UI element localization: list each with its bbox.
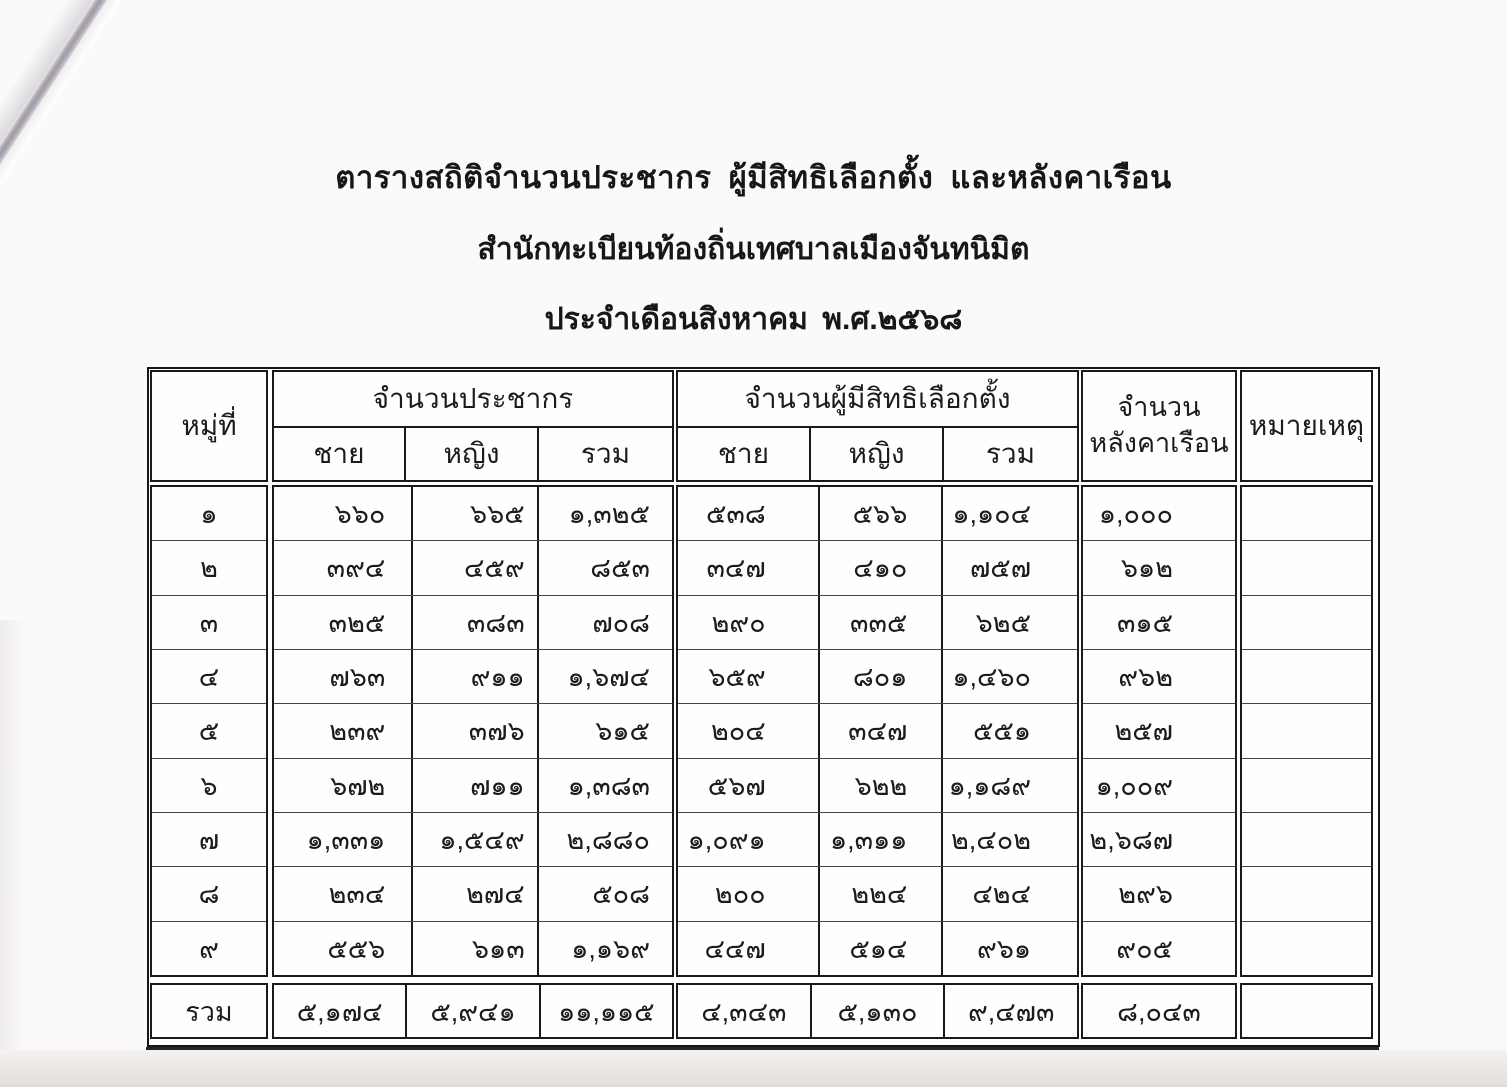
pop-male-cell: ๑,๓๓๑ [306,825,386,856]
households-cell: ๒๙๖ [1118,879,1173,910]
document-subtitle-month: ประจำเดือนสิงหาคม พ.ศ.๒๕๖๘ [544,303,963,336]
table-row [152,540,266,594]
table-row [1083,487,1235,540]
table-row [1083,866,1235,920]
total-pop-total: ๑๑,๑๑๕ [539,985,672,1037]
table-row [152,866,266,920]
table-row [1083,649,1235,703]
pop-male-cell: ๗๖๓ [329,662,386,693]
table-row [1083,703,1235,757]
header-households [1081,370,1237,482]
header-population-group [272,370,674,482]
pop-total-cell: ๘๕๓ [537,541,672,594]
header-vot-female: หญิง [809,428,942,480]
vot-female-cell: ๕๑๔ [818,922,942,975]
table-row [152,703,266,757]
vot-female-cell: ๓๓๕ [818,596,942,649]
pop-male-cell: ๒๓๔ [328,879,386,910]
vot-total-cell: ๑,๑๐๔ [941,487,1077,540]
total-vot-total: ๙,๔๗๓ [943,985,1077,1037]
vot-male-cell: ๕๖๗ [707,770,766,801]
remarks-cell [1242,650,1371,703]
remarks-cell [1242,487,1371,540]
remarks-cell [1242,541,1371,594]
table-row [678,921,1077,975]
total-pop-male: ๕,๑๗๔ [296,996,383,1027]
table-row [274,812,672,866]
vot-male-cell: ๓๔๗ [706,553,766,584]
table-row [152,921,266,975]
pop-male-cell: ๖๗๒ [330,770,386,801]
table-row [152,595,266,649]
vot-total-cell: ๑,๔๖๐ [941,650,1077,703]
pop-male-cell: ๓๒๕ [328,607,386,638]
table-row [274,866,672,920]
body-voters-group [676,485,1079,977]
vot-total-cell: ๙๖๑ [941,922,1077,975]
total-voters-box [676,983,1079,1039]
households-cell: ๙๐๕ [1116,933,1173,964]
remarks-cell [1242,813,1371,866]
vot-female-cell: ๖๒๒ [818,759,942,812]
table-row [1242,487,1371,540]
scan-bottom-shade [0,1050,1507,1087]
total-vot-male: ๔,๓๔๓ [701,996,787,1027]
document-subtitle-office: สำนักทะเบียนท้องถิ่นเทศบาลเมืองจันทนิมิต [477,233,1030,266]
vot-female-cell: ๑,๓๑๑ [818,813,942,866]
header-village: หมู่ที่ [150,370,268,482]
body-village-column [150,485,268,977]
vot-total-cell: ๒,๔๐๒ [941,813,1077,866]
village-cell: ๔ [198,662,220,693]
header-voters-group [676,370,1079,482]
table-row [1083,812,1235,866]
households-cell: ๑,๐๐๙ [1095,770,1173,801]
pop-total-cell: ๑,๖๗๔ [537,650,672,703]
households-cell: ๙๖๒ [1118,662,1173,693]
total-households: ๘,๐๔๓ [1117,996,1201,1027]
pop-total-cell: ๒,๘๘๐ [537,813,672,866]
table-row [1083,540,1235,594]
remarks-cell [1242,596,1371,649]
vot-female-cell: ๒๒๔ [818,867,942,920]
vot-male-cell: ๖๕๙ [708,662,766,693]
header-voters-subrow [678,428,1077,480]
households-cell: ๑,๐๐๐ [1098,499,1173,530]
header-population-subrow [274,428,672,480]
pop-female-cell: ๔๕๙ [411,541,536,594]
remarks-cell [1242,759,1371,812]
header-households-line2: หลังคาเรือน [1089,428,1229,458]
table-row [678,649,1077,703]
document-title: ตารางสถิติจำนวนประชากร ผู้มีสิทธิเลือกตั้ง และหลังคาเรือน [335,160,1172,195]
pop-total-cell: ๕๐๘ [537,867,672,920]
pop-total-cell: ๗๐๘ [537,596,672,649]
table-row [152,649,266,703]
pop-total-cell: ๑,๓๒๕ [537,487,672,540]
total-remarks-box [1240,983,1373,1039]
table-row [1242,812,1371,866]
households-cell: ๒,๖๘๗ [1089,825,1173,856]
pop-male-cell: ๒๓๙ [329,716,386,747]
table-row [678,487,1077,540]
village-cell: ๗ [198,825,220,856]
pop-female-cell: ๙๑๑ [411,650,536,703]
vot-male-cell: ๒๐๐ [714,879,766,910]
table-row [274,758,672,812]
village-cell: ๙ [199,933,219,964]
table-row [152,758,266,812]
total-label: รวม [185,996,233,1027]
table-row [152,812,266,866]
table-row [1242,595,1371,649]
total-households-box [1081,983,1237,1039]
table-row [1083,921,1235,975]
vot-male-cell: ๕๓๘ [705,499,766,530]
table-row [1242,758,1371,812]
vot-total-cell: ๑,๑๘๙ [941,759,1077,812]
statistics-table [147,367,1380,1047]
village-cell: ๕ [198,716,220,747]
table-row [1242,649,1371,703]
scan-edge-shade [0,620,26,1050]
pop-female-cell: ๗๑๑ [411,759,536,812]
vot-total-cell: ๕๕๑ [941,704,1077,757]
vot-total-cell: ๗๕๗ [941,541,1077,594]
header-population-label: จำนวนประชากร [274,372,672,428]
remarks-cell [1242,922,1371,975]
table-row [678,812,1077,866]
table-row [274,649,672,703]
pop-total-cell: ๑,๑๖๙ [537,922,672,975]
header-pop-male: ชาย [313,438,365,469]
village-cell: ๒ [200,553,218,584]
pop-total-cell: ๑,๓๘๓ [537,759,672,812]
table-row [274,703,672,757]
vot-female-cell: ๓๔๗ [818,704,942,757]
households-cell: ๓๑๕ [1116,607,1173,638]
table-row [1083,758,1235,812]
remarks-cell [1242,704,1371,757]
document-titles [0,152,1507,343]
table-row [274,540,672,594]
pop-total-cell: ๖๑๕ [537,704,672,757]
header-households-line1: จำนวน [1117,392,1201,423]
vot-male-cell: ๑,๐๙๑ [687,825,766,856]
table-row [274,921,672,975]
pop-female-cell: ๑,๕๔๙ [411,813,536,866]
table-row [678,866,1077,920]
pop-female-cell: ๖๑๓ [411,922,536,975]
table-row [678,758,1077,812]
remarks-cell [1242,867,1371,920]
vot-male-cell: ๒๐๔ [710,716,766,747]
vot-female-cell: ๘๐๑ [818,650,942,703]
pop-male-cell: ๓๙๔ [326,553,386,584]
total-label-box [150,983,268,1039]
pop-female-cell: ๓๘๓ [411,596,536,649]
vot-male-cell: ๔๔๗ [704,933,766,964]
body-households-column [1081,485,1237,977]
village-cell: ๖ [200,770,218,801]
total-pop-female: ๕,๙๔๑ [405,985,538,1037]
table-row [1242,866,1371,920]
table-row [678,540,1077,594]
pop-female-cell: ๖๖๕ [411,487,536,540]
pop-female-cell: ๒๗๔ [411,867,536,920]
households-cell: ๒๕๗ [1114,716,1173,747]
table-row [1083,595,1235,649]
table-row [274,487,672,540]
header-vot-male: ชาย [717,438,770,469]
header-pop-female: หญิง [404,428,537,480]
vot-total-cell: ๔๒๔ [941,867,1077,920]
vot-male-cell: ๒๙๐ [711,607,766,638]
pop-male-cell: ๖๖๐ [334,499,386,530]
table-row [678,595,1077,649]
village-cell: ๑ [200,499,218,530]
table-row [152,487,266,540]
table-row [1242,703,1371,757]
table-row [274,595,672,649]
vot-total-cell: ๖๒๕ [941,596,1077,649]
table-row [1242,540,1371,594]
households-cell: ๖๑๒ [1120,553,1173,584]
table-row [678,703,1077,757]
total-remarks [1242,985,1371,1037]
village-cell: ๘ [198,879,220,910]
village-cell: ๓ [199,607,219,638]
header-pop-total: รวม [537,428,672,480]
total-population-box [272,983,674,1039]
body-population-group [272,485,674,977]
header-voters-label: จำนวนผู้มีสิทธิเลือกตั้ง [678,372,1077,428]
table-row [1242,921,1371,975]
vot-female-cell: ๕๖๖ [818,487,942,540]
pop-male-cell: ๕๕๖ [327,933,386,964]
header-remarks: หมายเหตุ [1240,370,1373,482]
body-remarks-column [1240,485,1373,977]
pop-female-cell: ๓๗๖ [411,704,536,757]
vot-female-cell: ๔๑๐ [818,541,942,594]
total-vot-female: ๕,๑๓๐ [810,985,944,1037]
header-vot-total: รวม [942,428,1077,480]
